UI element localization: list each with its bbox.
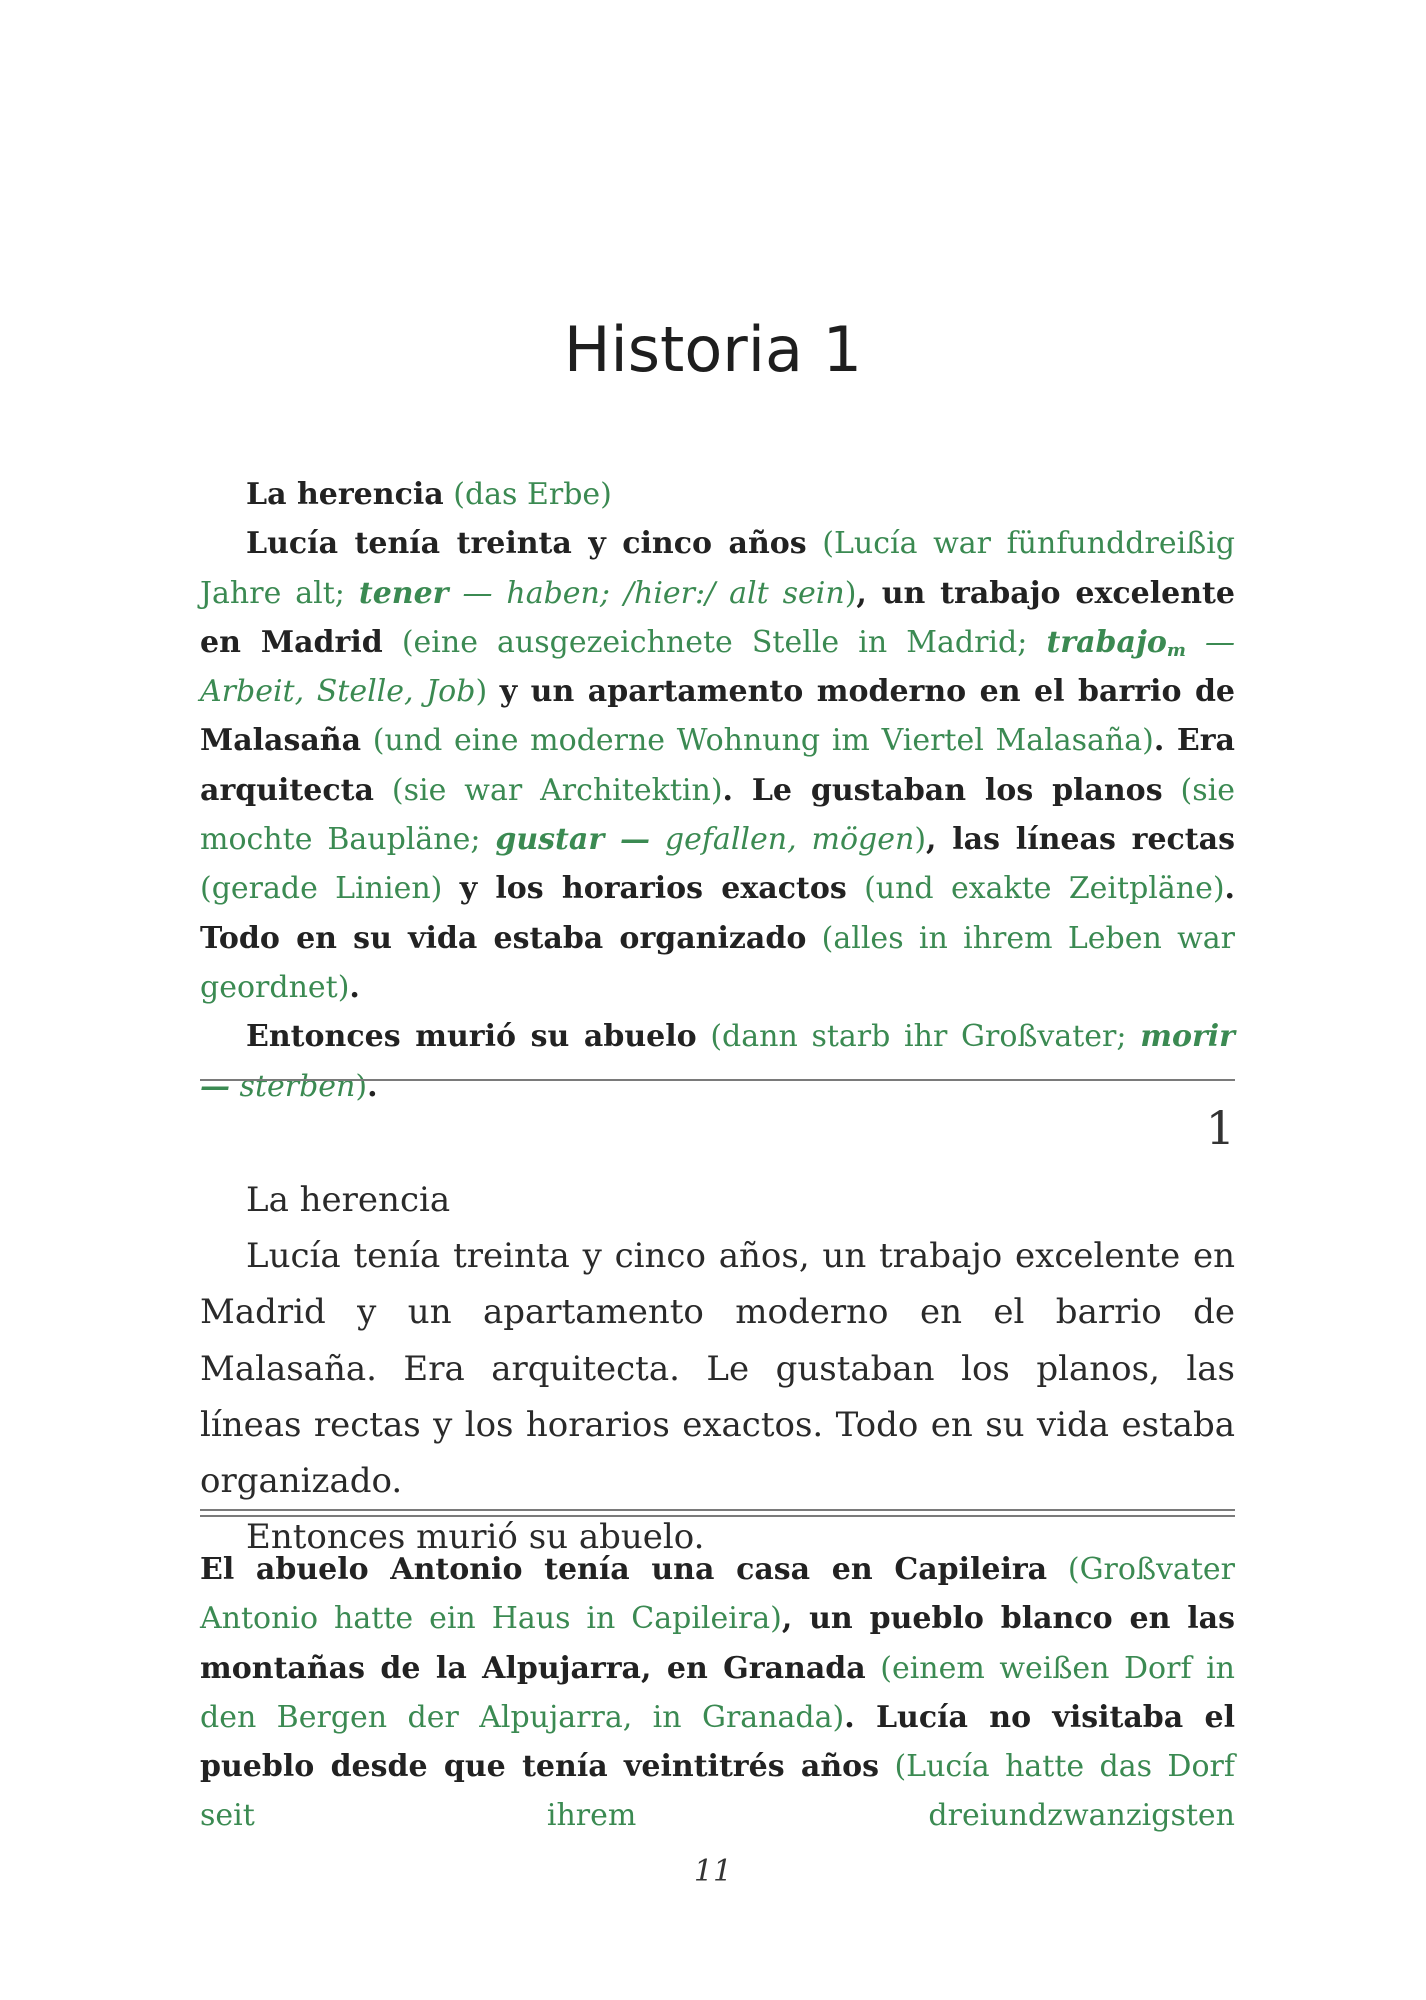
heading-spanish: La herencia <box>246 477 444 512</box>
vocab-word: trabajo$_m$ <box>1046 624 1186 661</box>
page-number: 11 <box>693 1854 733 1889</box>
gloss-paragraph-1 <box>200 519 1235 1012</box>
gloss-heading <box>200 470 1235 519</box>
gender-marker: m <box>1166 639 1186 661</box>
plain-paragraph-2: Entonces murió su abuelo. <box>246 1517 705 1558</box>
chapter-title: Historia 1 <box>563 313 863 386</box>
spanish-phrase: y un apartamento moderno en el barrio de Malasaña <box>200 674 1236 759</box>
german-translation: (sie mochte Baupläne; <box>200 772 1235 858</box>
heading-german: (das Erbe) <box>453 477 612 512</box>
paren-close: ) <box>475 674 488 710</box>
vocab-word: gustar — <box>495 822 650 858</box>
spanish-phrase: , un trabajo excelente en Madrid <box>200 575 1235 660</box>
bilingual-gloss-section <box>200 470 1235 1111</box>
german-translation: (und exakte Zeitpläne) <box>864 871 1225 907</box>
vocab-word: morir — <box>200 1019 1235 1104</box>
vocab-definition: — haben; /hier:/ alt sein <box>462 575 845 611</box>
sentence-end: . <box>349 969 360 1005</box>
gloss-paragraph-2 <box>200 1012 1235 1111</box>
spanish-phrase: Entonces murió su abuelo <box>246 1019 697 1055</box>
spanish-phrase: El abuelo Antonio tenía una casa en Capileira <box>200 1552 1048 1587</box>
vocab-word: tener <box>358 575 449 611</box>
german-translation: (einem weißen Dorf in den Bergen der Alpujarra, in Granada) <box>200 1650 1235 1735</box>
section-divider <box>200 1079 1235 1081</box>
plain-heading: La herencia <box>246 1180 451 1220</box>
spanish-phrase: . Le gustaban los planos <box>722 772 1163 808</box>
german-translation: (Lucía war fünfunddreißig Jahre alt; <box>200 526 1236 611</box>
paren-close: ) <box>914 822 927 858</box>
plain-paragraph-1: Lucía tenía treinta y cinco años, un trabajo excelente en Madrid y un apartamento moderno en el barrio de Malasaña. Era arquitecta. Le gustaban los planos, las líneas rectas y los horarios exactos. Todo en su vida estaba organizado. <box>200 1236 1235 1502</box>
german-translation: (dann starb ihr Großvater; <box>710 1019 1127 1055</box>
spanish-phrase: . Lucía no visitaba el pueblo desde que tenía veintitrés años <box>200 1699 1235 1785</box>
spanish-phrase: , las líneas rectas <box>926 822 1235 858</box>
double-section-divider <box>200 1509 1235 1517</box>
german-translation: (sie war Architektin) <box>391 772 723 808</box>
gloss-paragraph-3 <box>200 1545 1235 1841</box>
vocab-definition: gefallen, mögen <box>664 822 915 858</box>
vocab-definition: — Arbeit, Stelle, Job <box>200 624 1235 710</box>
german-translation: (Lucía hatte das Dorf seit ihrem dreiundzwanzigsten <box>200 1749 1235 1834</box>
spanish-phrase: . Todo en su vida estaba organizado <box>200 871 1235 956</box>
spanish-phrase: , un pueblo blanco en las montañas de la Alpujarra, en Granada <box>200 1601 1235 1686</box>
german-translation: (Großvater Antonio hatte ein Haus in Capileira) <box>200 1552 1235 1637</box>
bilingual-gloss-section-2 <box>200 1545 1235 1841</box>
spanish-phrase: Lucía tenía treinta y cinco años <box>246 526 807 562</box>
spanish-phrase: . Era arquitecta <box>200 723 1235 808</box>
german-translation: (alles in ihrem Leben war geordnet) <box>200 920 1236 1005</box>
vocab-definition: sterben <box>239 1068 356 1104</box>
sentence-end: . <box>367 1068 378 1104</box>
german-translation: (gerade Linien) <box>200 871 443 907</box>
german-translation: (eine ausgezeichnete Stelle in Madrid; <box>401 624 1028 660</box>
plain-text-section <box>200 1172 1235 1565</box>
spanish-phrase: y los horarios exactos <box>459 871 847 907</box>
paren-close: ) <box>844 575 857 611</box>
paren-close: ) <box>355 1068 368 1104</box>
german-translation: (und eine moderne Wohnung im Viertel Malasaña) <box>372 723 1154 759</box>
chapter-number: 1 <box>1205 1101 1235 1155</box>
